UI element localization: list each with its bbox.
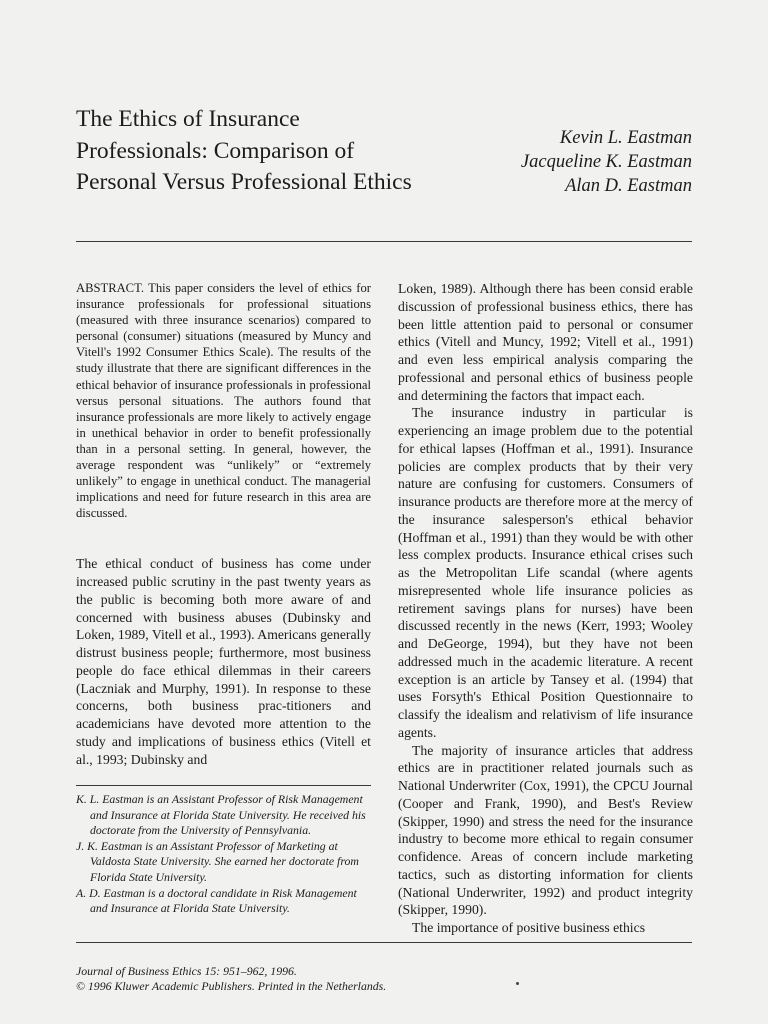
author-list <box>521 126 692 198</box>
author-footnotes <box>76 792 372 917</box>
title-line: The Ethics of Insurance <box>76 106 300 132</box>
body-paragraph: The insurance industry in particular is experiencing an image problem due to the potential for ethical lapses (Hoffman et al., 1991). Insurance policies are complex products that by their very nature are confusing for customers. Consumers of insurance products are therefore more at the mercy of the insurance salesperson's ethical behavior (Hoffman et al., 1991) than they would be with other less complex products. Insurance ethical crises such as the Metropolitan Life scandal (where agents misrepresented whole life insurance policies as retirement savings plans for nurses) have been discussed recently in the news (Kerr, 1993; Wooley and DeGeorge, 1994), but they have not been addressed much in the academic literature. A recent exception is an article by Tansey et al. (1994) that uses Forsyth's Ethical Position Questionnaire to classify the idealism and relativism of life insurance agents. <box>398 405 693 740</box>
author-name: Jacqueline K. Eastman <box>520 152 692 172</box>
footnote-rule <box>76 785 371 786</box>
scan-speck <box>516 982 519 985</box>
footer-rule <box>76 942 692 943</box>
left-column <box>76 280 371 768</box>
abstract: ABSTRACT. This paper considers the level of ethics for insurance professionals for professional situations (measured with three insurance scenarios) compared to personal (consumer) situations (measured by Muncy and Vitell's 1992 Consumer Ethics Scale). The results of the study illustrate that there are significant differences in the ethical behavior of insurance professionals in professional versus personal situations. The authors found that insurance professionals are more likely to actively engage in unethical behavior in order to benefit professionally than in a personal setting. In general, however, the average respondent was “unlikely” or “extremely unlikely” to engage in unethical conduct. The managerial implications and need for future research in this area are discussed. <box>76 281 371 521</box>
body-paragraph: The importance of positive business ethics <box>412 920 646 935</box>
author-name: Alan D. Eastman <box>565 176 692 196</box>
article-title <box>76 104 496 199</box>
title-line: Personal Versus Professional Ethics <box>76 169 412 195</box>
footnote: A. D. Eastman is a doctoral candidate in Risk Management and Insurance at Florida State University. <box>76 885 357 916</box>
journal-line: Journal of Business Ethics 15: 951–962, 1996. <box>76 964 297 978</box>
copyright-line: © 1996 Kluwer Academic Publishers. Printed in the Netherlands. <box>76 979 387 994</box>
journal-citation <box>76 964 386 995</box>
right-column <box>398 280 693 937</box>
footnote: K. L. Eastman is an Assistant Professor of Risk Management and Insurance at Florida State University. He received his doctorate from the University of Pennsylvania. <box>76 792 366 838</box>
body-paragraph: The ethical conduct of business has come under increased public scrutiny in the past twenty years as the public is becoming both more aware of and concerned with business abuses (Dubinsky and Loken, 1989, Vitell et al., 1993). Americans generally distrust business people; furthermore, most business people do face ethical dilemmas in their careers (Laczniak and Murphy, 1991). In response to these concerns, both business prac-titioners and academicians have devoted more attention to the study and implications of business ethics (Vitell et al., 1993; Dubinsky and <box>76 556 371 767</box>
body-paragraph: Loken, 1989). Although there has been consid erable discussion of professional business ethics, there has been little attention paid to personal or consumer ethics (Vitell and Muncy, 1992; Vitell et al., 1991) and even less empirical analysis comparing the professional and personal ethics of business people and determining the factors that impact each. <box>398 281 693 403</box>
author-name: Kevin L. Eastman <box>559 128 692 148</box>
title-line: Professionals: Comparison of <box>76 137 355 164</box>
header-rule <box>76 241 692 242</box>
body-paragraph: The majority of insurance articles that address ethics are in practitioner related journals such as National Underwriter (Cox, 1991), the CPCU Journal (Cooper and Frank, 1990), and Best's Review (Skipper, 1990) and stress the need for the insurance industry to become more ethical to regain consumer confidence. Areas of concern include marketing tactics, such as distorting information for clients (National Underwriter, 1992) and product integrity (Skipper, 1990). <box>398 742 693 918</box>
footnote: J. K. Eastman is an Assistant Professor of Marketing at Valdosta State University. She earned her doctorate from Florida State University. <box>76 838 359 884</box>
